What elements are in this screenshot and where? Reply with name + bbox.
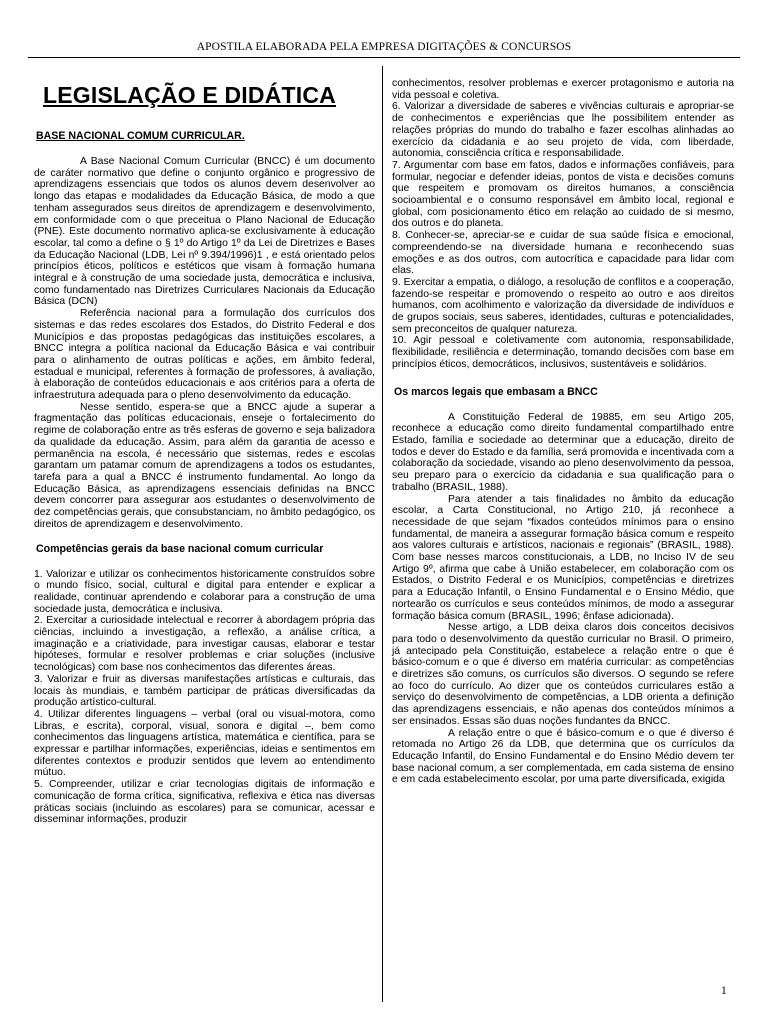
header-rule: [28, 57, 740, 58]
list-item: 5. Compreender, utilizar e criar tecnologias digitais de informação e comunicação de forma crítica, significativa, reflexiva e ética nas diversas práticas sociais (incluindo as escolares) para se comunicar, acessar e disseminar informações, produzir: [34, 779, 375, 826]
list-item: 7. Argumentar com base em fatos, dados e informações confiáveis, para formular, negociar e defender ideias, pontos de vista e decisões comuns que respeitem e promovam os direitos humanos, a consciência socioambiental e o consumo responsável em âmbito local, regional e global, com posicionamento ético em relação ao cuidado de si mesmo, dos outros e do planeta.: [392, 159, 734, 230]
paragraph: Para atender a tais finalidades no âmbito da educação escolar, a Carta Constitucional, no Artigo 210, já reconhece a necessidade de que sejam “fixados conteúdos mínimos para o ensino fundamental, de maneira a assegurar formação básica comum e respeito aos valores culturais e artísticos, nacionais e regionais” (BRASIL, 1988). Com base nesses marcos constitucionais, a LDB, no Inciso IV de seu Artigo 9º, afirma que cabe à União estabelecer, em colaboração com os Estados, o Distrito Federal e os Municípios, competências e diretrizes para a Educação Infantil, o Ensino Fundamental e o Ensino Médio, que nortearão os currículos e seus conteúdos mínimos, de modo a assegurar formação básica comum (BRASIL, 1996; ênfase adicionada).: [392, 493, 734, 622]
list-item: 1. Valorizar e utilizar os conhecimentos historicamente construídos sobre o mundo físico, social, cultural e digital para entender e explicar a realidade, continuar aprendendo e colaborar para a construção de uma sociedade justa, democrática e inclusiva.: [34, 568, 375, 615]
spacer: [34, 531, 375, 543]
list-item: 4. Utilizar diferentes linguagens – verbal (oral ou visual-motora, como Libras, e escrita), corporal, visual, sonora e digital –, bem como conhecimentos das linguagens artística, matemática e científica, para se expressar e partilhar informações, experiências, ideias e sentimentos em diferentes contextos e produzir sentidos que levem ao entendimento mútuo.: [34, 708, 375, 779]
page-number: 1: [721, 985, 727, 997]
spacer: [392, 371, 734, 386]
page-header: APOSTILA ELABORADA PELA EMPRESA DIGITAÇÕES & CONCURSOS: [196, 41, 572, 53]
paragraph: Nesse artigo, a LDB deixa claros dois conceitos decisivos para todo o desenvolvimento da questão curricular no Brasil. O primeiro, já antecipado pela Constituição, estabelece a relação entre o que é básico-comum e o que é diverso em matéria curricular: as competências e diretrizes são comuns, os currículos são diversos. O segundo se refere ao foco do currículo. Ao dizer que os conteúdos curriculares estão a serviço do desenvolvimento de competências, a LDB orienta a definição das aprendizagens essenciais, e não apenas dos conteúdos mínimos a ser ensinados. Essas são duas noções fundantes da BNCC.: [392, 622, 734, 727]
column-divider: [382, 66, 383, 1002]
list-item: 8. Conhecer-se, apreciar-se e cuidar de sua saúde física e emocional, compreendendo-se na diversidade humana e reconhecendo suas emoções e as dos outros, com autocrítica e capacidade para lidar com elas.: [392, 230, 734, 277]
list-item: 2. Exercitar a curiosidade intelectual e recorrer à abordagem própria das ciências, incluindo a investigação, a reflexão, a análise crítica, a imaginação e a criatividade, para investigar causas, elaborar e testar hipóteses, formular e resolver problemas e criar soluções (inclusive tecnológicas) com base nos conhecimentos das diferentes áreas.: [34, 615, 375, 674]
document-title: LEGISLAÇÃO E DIDÁTICA: [43, 82, 336, 108]
paragraph: Nesse sentido, espera-se que a BNCC ajude a superar a fragmentação das políticas educacionais, enseje o fortalecimento do regime de colaboração entre as três esferas de governo e seja balizadora da qualidade da educação. Assim, para além da garantia de acesso e permanência na escola, é necessário que sistemas, redes e escolas garantam um patamar comum de aprendizagens a todos os estudantes, tarefa para a qual a BNCC é instrumento fundamental. Ao longo da Educação Básica, as aprendizagens essenciais definidas na BNCC devem concorrer para assegurar aos estudantes o desenvolvimento de dez competências gerais, que consubstanciam, no âmbito pedagógico, os direitos de aprendizagem e desenvolvimento.: [34, 401, 375, 530]
left-column: [34, 78, 375, 826]
list-item-continuation: conhecimentos, resolver problemas e exercer protagonismo e autoria na vida pessoal e coletiva.: [392, 78, 734, 101]
list-item: 10. Agir pessoal e coletivamente com autonomia, responsabilidade, flexibilidade, resiliência e determinação, tomando decisões com base em princípios éticos, democráticos, inclusivos, sustentáveis e solidários.: [392, 335, 734, 370]
section-heading-bncc: BASE NACIONAL COMUM CURRICULAR.: [36, 130, 245, 142]
right-column: [392, 78, 734, 786]
list-item: 9. Exercitar a empatia, o diálogo, a resolução de conflitos e a cooperação, fazendo-se respeitar e promovendo o respeito ao outro e aos direitos humanos, com acolhimento e valorização da diversidade de indivíduos e de grupos sociais, seus saberes, identidades, culturas e potencialidades, sem preconceitos de qualquer natureza.: [392, 276, 734, 335]
section-heading-marcos-legais: Os marcos legais que embasam a BNCC: [394, 385, 598, 398]
paragraph: A relação entre o que é básico-comum e o que é diverso é retomada no Artigo 26 da LDB, que determina que os currículos da Educação Infantil, do Ensino Fundamental e do Ensino Médio devem ter base nacional comum, a ser complementada, em cada sistema de ensino e em cada estabelecimento escolar, por uma parte diversificada, exigida: [392, 727, 734, 786]
list-item: 3. Valorizar e fruir as diversas manifestações artísticas e culturais, das locais às mundiais, e também participar de práticas diversificadas da produção artístico-cultural.: [34, 673, 375, 709]
list-item: 6. Valorizar a diversidade de saberes e vivências culturais e apropriar-se de conhecimentos e experiências que lhe possibilitem entender as relações próprias do mundo do trabalho e fazer escolhas alinhadas ao exercício da cidadania e ao seu projeto de vida, com liberdade, autonomia, consciência crítica e responsabilidade.: [392, 101, 734, 160]
section-heading-competencias: Competências gerais da base nacional comum curricular: [36, 542, 324, 555]
paragraph: A Constituição Federal de 19885, em seu Artigo 205, reconhece a educação como direito fundamental compartilhado entre Estado, família e sociedade ao determinar que a educação, direito de todos e dever do Estado e da família, será promovida e incentivada com a colaboração da sociedade, visando ao pleno desenvolvimento da pessoa, seu preparo para o exercício da cidadania e sua qualificação para o trabalho (BRASIL, 1988).: [392, 411, 734, 493]
paragraph: Referência nacional para a formulação dos currículos dos sistemas e das redes escolares dos Estados, do Distrito Federal e dos Municípios e das propostas pedagógicas das instituições escolares, a BNCC integra a política nacional da Educação Básica e vai contribuir para o alinhamento de outras políticas e ações, em âmbito federal, estadual e municipal, referentes à formação de professores, à avaliação, à elaboração de conteúdos educacionais e aos critérios para a oferta de infraestrutura adequada para o pleno desenvolvimento da educação.: [34, 308, 375, 402]
paragraph: A Base Nacional Comum Curricular (BNCC) é um documento de caráter normativo que define o conjunto orgânico e progressivo de aprendizagens essenciais que todos os alunos devem desenvolver ao longo das etapas e modalidades da Educação Básica, de modo a que tenham assegurados seus direitos de aprendizagem e desenvolvimento, em conformidade com o que preceitua o Plano Nacional de Educação (PNE). Este documento normativo aplica-se exclusivamente à educação escolar, tal como a define o § 1º do Artigo 1º da Lei de Diretrizes e Bases da Educação Nacional (LDB, Lei nº 9.394/1996)1 , e está orientado pelos princípios éticos, políticos e estéticos que visam à formação humana integral e à construção de uma sociedade justa, democrática e inclusiva, como fundamentado nas Diretrizes Curriculares Nacionais da Educação Básica (DCN): [34, 156, 375, 308]
